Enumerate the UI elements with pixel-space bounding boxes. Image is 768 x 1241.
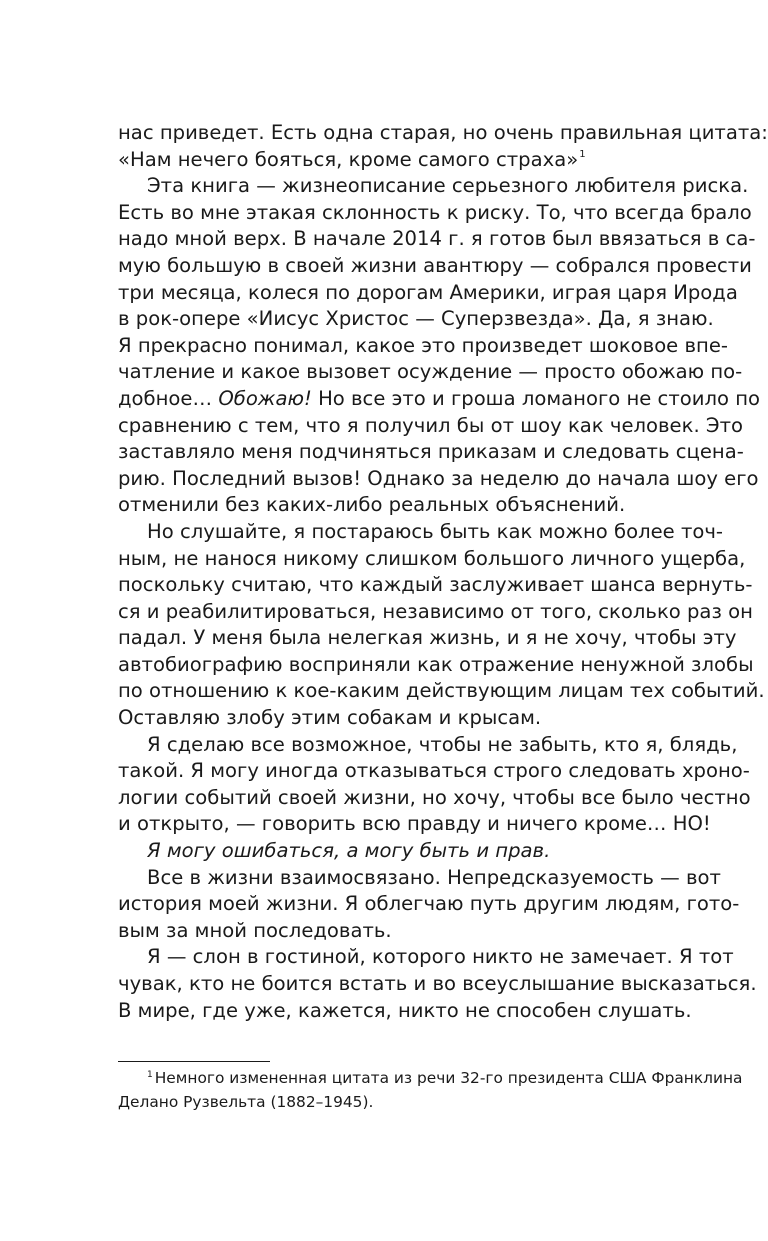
text-line: В мире, где уже, кажется, никто не способен слушать. [118, 998, 692, 1022]
text-line: в рок-опере «Иисус Христос — Суперзвезда». Да, я знаю. [118, 307, 714, 331]
text-fragment: добное… [118, 386, 213, 410]
text-line: чувак, кто не боится встать и во всеуслышание высказаться. [118, 972, 757, 995]
text-line [118, 386, 760, 413]
footnote-line: Делано Рузвельта (1882–1945). [118, 1093, 374, 1111]
footnote-text: Немного измененная цитата из речи 32-го президента США Франклина [154, 1069, 743, 1087]
paragraph [118, 865, 740, 945]
text-line: ся и реабилитироваться, независимо от того, сколько раз он [118, 599, 753, 623]
paragraph [118, 732, 751, 838]
text-line: мую большую в своей жизни авантюру — собрался провести [118, 253, 752, 277]
text-line: чатление и какое вызовет осуждение — просто обожаю по- [118, 360, 743, 384]
text-line: рию. Последний вызов! Однако за неделю до начала шоу его [118, 466, 759, 490]
text-line: вым за мной последовать. [118, 918, 392, 942]
footnote-line [118, 1066, 743, 1090]
text-line: история моей жизни. Я облегчаю путь другим людям, гото- [118, 892, 740, 916]
text-line [118, 147, 680, 174]
text-line: три месяца, колеся по дорогам Америки, играя царя Ирода [118, 280, 738, 304]
text-line: автобиографию восприняли как отражение ненужной злобы [118, 652, 754, 676]
text-line: по отношению к кое-каким действующим лицам тех событий. [118, 679, 765, 703]
text-line: Я — слон в гостиной, которого никто не замечает. Я тот [147, 945, 734, 969]
paragraph [118, 173, 760, 519]
text-line: нас приведет. Есть одна старая, но очень правильная цитата: [118, 121, 768, 144]
text-line: Эта книга — жизнеописание серьезного любителя риска. [147, 174, 749, 198]
paragraph [118, 519, 765, 732]
paragraph [118, 944, 757, 1024]
text-line: и открыто, — говорить всю правду и ничего кроме… НО! [118, 812, 711, 836]
italic-line: Я могу ошибаться, а могу быть и прав. [147, 839, 551, 863]
text-line: Оставляю злобу этим собакам и крысам. [118, 706, 542, 730]
text-line: падал. У меня была нелегкая жизнь, и я не хочу, чтобы эту [118, 626, 737, 650]
main-text [118, 120, 768, 1024]
footnote-divider [118, 1061, 270, 1062]
text-fragment: Но все это и гроша ломаного не стоило по [318, 386, 760, 410]
emphasis-text: Обожаю! [218, 386, 312, 410]
text-line: поскольку считаю, что каждый заслуживает шанса вернуть- [118, 573, 753, 597]
paragraph [118, 120, 768, 173]
text-line: Есть во мне этакая склонность к риску. То, что всегда брало [118, 200, 752, 224]
text-line: Я сделаю все возможное, чтобы не забыть, кто я, блядь, [147, 732, 738, 756]
quote-text: «Нам нечего бояться, кроме самого страха» [118, 147, 579, 171]
text-line: отменили без каких-либо реальных объяснений. [118, 493, 626, 517]
text-line: заставляло меня подчиняться приказам и следовать сцена- [118, 440, 744, 464]
text-line: такой. Я могу иногда отказываться строго следовать хроно- [118, 759, 750, 783]
text-line: Но слушайте, я постараюсь быть как можно более точ- [147, 519, 724, 543]
text-line: логии событий своей жизни, но хочу, чтобы все было честно [118, 785, 751, 809]
text-line: сравнению с тем, что я получил бы от шоу как человек. Это [118, 413, 743, 437]
footnote-number: 1 [147, 1070, 153, 1080]
text-line: ным, не нанося никому слишком большого личного ущерба, [118, 546, 746, 570]
text-line: Все в жизни взаимосвязано. Непредсказуемость — вот [147, 865, 721, 889]
footnote [118, 1066, 743, 1114]
text-line: надо мной верх. В начале 2014 г. я готов был ввязаться в са- [118, 227, 756, 251]
footnote-reference[interactable]: 1 [579, 148, 586, 160]
paragraph [118, 838, 680, 865]
text-line: Я прекрасно понимал, какое это произведет шоковое впе- [118, 333, 728, 357]
